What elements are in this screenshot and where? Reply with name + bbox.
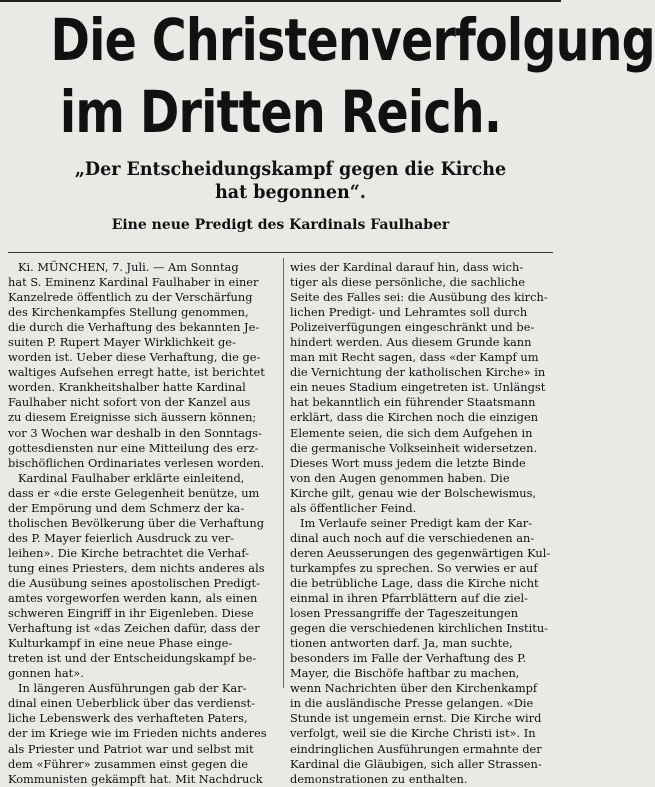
article-text-line: des P. Mayer feierlich Ausdruck zu ver- [8, 530, 235, 545]
article-text-line: der Empörung und dem Schmerz der ka- [8, 500, 245, 515]
article-text-line: die germanische Volkseinheit widersetzen. [290, 440, 538, 455]
article-text-line: erklärt, dass die Kirchen noch die einzigen [290, 410, 539, 425]
article-text-line: die betrübliche Lage, dass die Kirche nicht [290, 575, 539, 590]
article-text-line: Ki. MÜNCHEN, 7. Juli. — Am Sonntag [18, 260, 239, 274]
article-text-line: Verhaftung ist «das Zeichen dafür, dass der [8, 621, 260, 636]
article-text-line: liche Lebenswerk des verhafteten Paters, [8, 711, 248, 726]
article-text-line: von den Augen genommen haben. Die [290, 470, 510, 485]
article-text-line: dinal einen Ueberblick über das verdienst- [8, 696, 255, 711]
byline: Eine neue Predigt des Kardinals Faulhaber [111, 217, 450, 233]
article-text-line: eindringlichen Ausführungen ermahnte der [290, 741, 542, 756]
article-text-line: Kardinal Faulhaber erklärte einleitend, [18, 470, 245, 485]
article-text-line: hat bekanntlich ein führender Staatsmann [290, 395, 536, 410]
article-text-line: besonders im Falle der Verhaftung des P. [290, 651, 527, 666]
article-text-line: losen Pressangriffe der Tageszeitungen [290, 606, 519, 621]
headline-line-1: Die Christenverfolgung [50, 6, 655, 74]
article-text-line: einmal in ihren Pfarrblättern auf die ziel- [290, 591, 529, 606]
article-text-line: dass er «die erste Gelegenheit benütze, um [8, 485, 260, 500]
article-text-line: dem «Führer» zusammen einst gegen die [8, 756, 248, 771]
article-text-line: Kulturkampf in eine neue Phase einge- [8, 636, 233, 651]
column-divider [283, 258, 284, 688]
article-text-line: Mayer, die Bischöfe haftbar zu machen, [290, 666, 520, 681]
article-text-line: tung eines Priesters, dem nichts anderes als [8, 560, 265, 575]
article-text-line: als öffentlicher Feind. [290, 500, 417, 515]
article-text-line: worden. Krankheitshalber hatte Kardinal [8, 380, 246, 395]
article-text-line: in die ausländische Presse gelangen. «Die [290, 696, 534, 711]
article-text-line: Polizeiverfügungen eingeschränkt und be- [290, 320, 535, 335]
subheadline-line-1: „Der Entscheidungskampf gegen die Kirche [74, 158, 507, 180]
article-text-line: des Kirchenkampfes Stellung genommen, [8, 305, 249, 320]
article-text-line: turkampfes zu sprechen. So verwies er auf [290, 560, 538, 575]
article-text-line: gottesdiensten nur eine Mitteilung des erz- [8, 440, 259, 455]
article-text-line: vor 3 Wochen war deshalb in den Sonntags- [8, 425, 262, 440]
article-text-line: Stunde ist ungemein ernst. Die Kirche wird [290, 711, 542, 726]
article-text-line: bischöflichen Ordinariates verlesen worden. [8, 455, 265, 470]
article-text-line: die durch die Verhaftung des bekannten Je- [8, 320, 260, 335]
article-text-line: ein neues Stadium eingetreten ist. Unlängst [290, 380, 546, 395]
divider-rule [8, 252, 553, 253]
subheadline-line-2: hat begonnen“. [215, 181, 366, 203]
article-text-line: leihen». Die Kirche betrachtet die Verhaf- [8, 545, 249, 560]
article-text-line: wies der Kardinal darauf hin, dass wich- [290, 260, 524, 274]
article-text-line: als Priester und Patriot war und selbst mit [8, 741, 254, 756]
article-text-line: man mit Recht sagen, dass «der Kampf um [290, 350, 539, 365]
article-text-line: suiten P. Rupert Mayer Wirklichkeit ge- [8, 335, 236, 350]
article-text-line: waltiges Aufsehen erregt hatte, ist berichtet [8, 365, 265, 380]
article-text-line: lichen Predigt- und Lehramtes soll durch [290, 305, 528, 320]
article-text-line: Faulhaber nicht sofort von der Kanzel aus [8, 395, 251, 410]
article-text-line: zu diesem Ereignisse sich äussern können; [8, 410, 257, 425]
article-text-line: hat S. Eminenz Kardinal Faulhaber in einer [8, 275, 259, 290]
article-text-line: wenn Nachrichten über den Kirchenkampf [290, 681, 538, 696]
article-text-line: Seite des Falles sei: die Ausübung des kirch- [290, 290, 548, 305]
article-text-line: tiger als diese persönliche, die sachliche [290, 275, 525, 290]
article-text-line: gegen die verschiedenen kirchlichen Institu- [290, 621, 549, 636]
article-text-line: dinal auch noch auf die verschiedenen an- [290, 530, 535, 545]
article-text-line: schweren Eingriff in ihr Eigenleben. Diese [8, 606, 254, 621]
article-text-line: tionen antworten darf. Ja, man suchte, [290, 636, 513, 651]
article-text-line: gonnen hat». [8, 666, 84, 681]
article-text-line: In längeren Ausführungen gab der Kar- [18, 681, 247, 696]
article-text-line: worden ist. Ueber diese Verhaftung, die ge- [8, 350, 261, 365]
article-text-line: tholischen Bevölkerung über die Verhaftung [8, 515, 265, 530]
article-text-line: der im Kriege wie im Frieden nichts anderes [8, 726, 267, 741]
article-text-line: die Ausübung seines apostolischen Predigt- [8, 575, 260, 590]
article-text-line: treten ist und der Entscheidungskampf be- [8, 651, 257, 666]
article-text-line: verfolgt, weil sie die Kirche Christi ist». In [290, 726, 536, 741]
headline-line-2: im Dritten Reich. [59, 78, 502, 146]
article-text-line: demonstrationen zu enthalten. [290, 771, 468, 786]
article-text-line: Kanzelrede öffentlich zu der Verschärfung [8, 290, 253, 305]
right-column [290, 260, 560, 787]
article-text-line: amtes vorgeworfen werden kann, als einen [8, 591, 258, 606]
article-text-line: Kardinal die Gläubigen, sich aller Strassen- [290, 756, 542, 771]
article-text-line: Kommunisten gekämpft hat. Mit Nachdruck [8, 771, 263, 786]
article-text-line: Im Verlaufe seiner Predigt kam der Kar- [300, 515, 533, 530]
article-text-line: Dieses Wort muss jedem die letzte Binde [290, 455, 526, 470]
article-text-line: die Vernichtung der katholischen Kirche» in [290, 365, 546, 380]
article-text-line: deren Aeusserungen des gegenwärtigen Kul- [290, 545, 551, 560]
article-text-line: Kirche gilt, genau wie der Bolschewismus, [290, 485, 537, 500]
article-text-line: Elemente seien, die sich dem Aufgehen in [290, 425, 533, 440]
article-text-line: hindert werden. Aus diesem Grunde kann [290, 335, 532, 350]
left-column [8, 260, 278, 787]
